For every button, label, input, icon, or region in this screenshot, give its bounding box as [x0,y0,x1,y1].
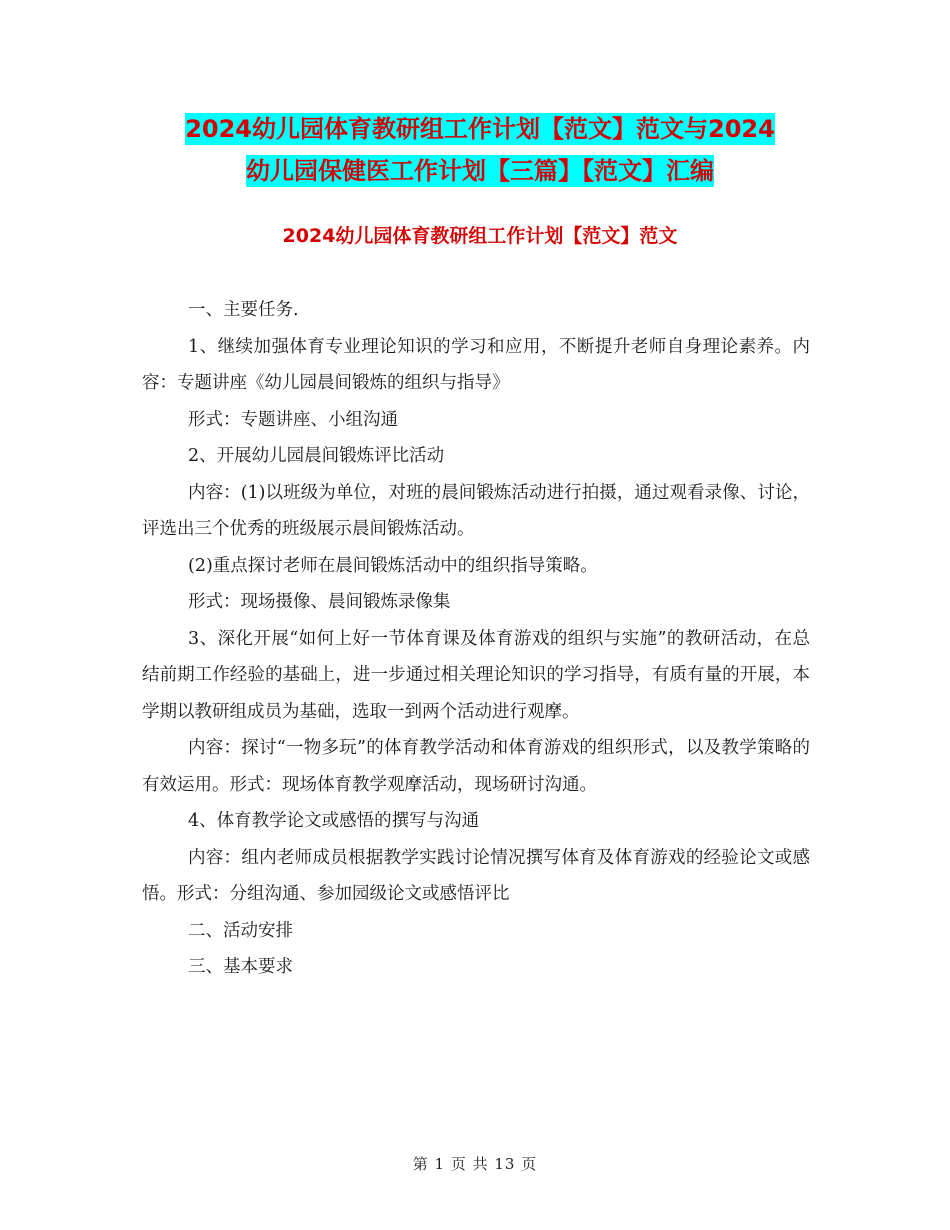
document-title [140,108,820,192]
paragraph: 形式：现场摄像、晨间锻炼录像集 [188,592,451,612]
paragraph: 形式：专题讲座、小组沟通 [188,409,398,430]
paragraph: 一、主要任务. [188,300,299,320]
document-body [142,292,810,986]
paragraph: (2)重点探讨老师在晨间锻炼活动中的组织指导策略。 [188,555,598,576]
paragraph: 三、基本要求 [188,957,293,977]
page-number-footer: 第 1 页 共 13 页 [412,1155,538,1173]
document-title-line-1: 2024幼儿园体育教研组工作计划【范文】范文与2024 [185,115,775,143]
paragraph: 二、活动安排 [188,920,293,941]
paragraph: 3、深化开展“如何上好一节体育课及体育游戏的组织与实施”的教研活动，在总结前期工作经验的基础上，进一步通过相关理论知识的学习指导，有质有量的开展，本学期以教研组成员为基础，选取一到两个活动进行观摩。 [142,628,810,722]
document-title-line-2: 幼儿园保健医工作计划【三篇】【范文】汇编 [246,157,714,185]
paragraph: 内容：探讨“一物多玩”的体育教学活动和体育游戏的组织形式，以及教学策略的有效运用。形式：现场体育教学观摩活动，现场研讨沟通。 [142,738,810,795]
paragraph: 2、开展幼儿园晨间锻炼评比活动 [188,446,445,466]
section-title: 2024幼儿园体育教研组工作计划【范文】范文 [282,225,678,247]
paragraph: 4、体育教学论文或感悟的撰写与沟通 [188,811,480,831]
paragraph: 内容：组内老师成员根据教学实践讨论情况撰写体育及体育游戏的经验论文或感悟。形式：分组沟通、参加园级论文或感悟评比 [142,847,810,904]
paragraph: 内容：(1)以班级为单位，对班的晨间锻炼活动进行拍摄，通过观看录像、讨论，评选出三个优秀的班级展示晨间锻炼活动。 [142,482,810,539]
paragraph: 1、继续加强体育专业理论知识的学习和应用，不断提升老师自身理论素养。内容：专题讲座《幼儿园晨间锻炼的组织与指导》 [142,336,810,393]
